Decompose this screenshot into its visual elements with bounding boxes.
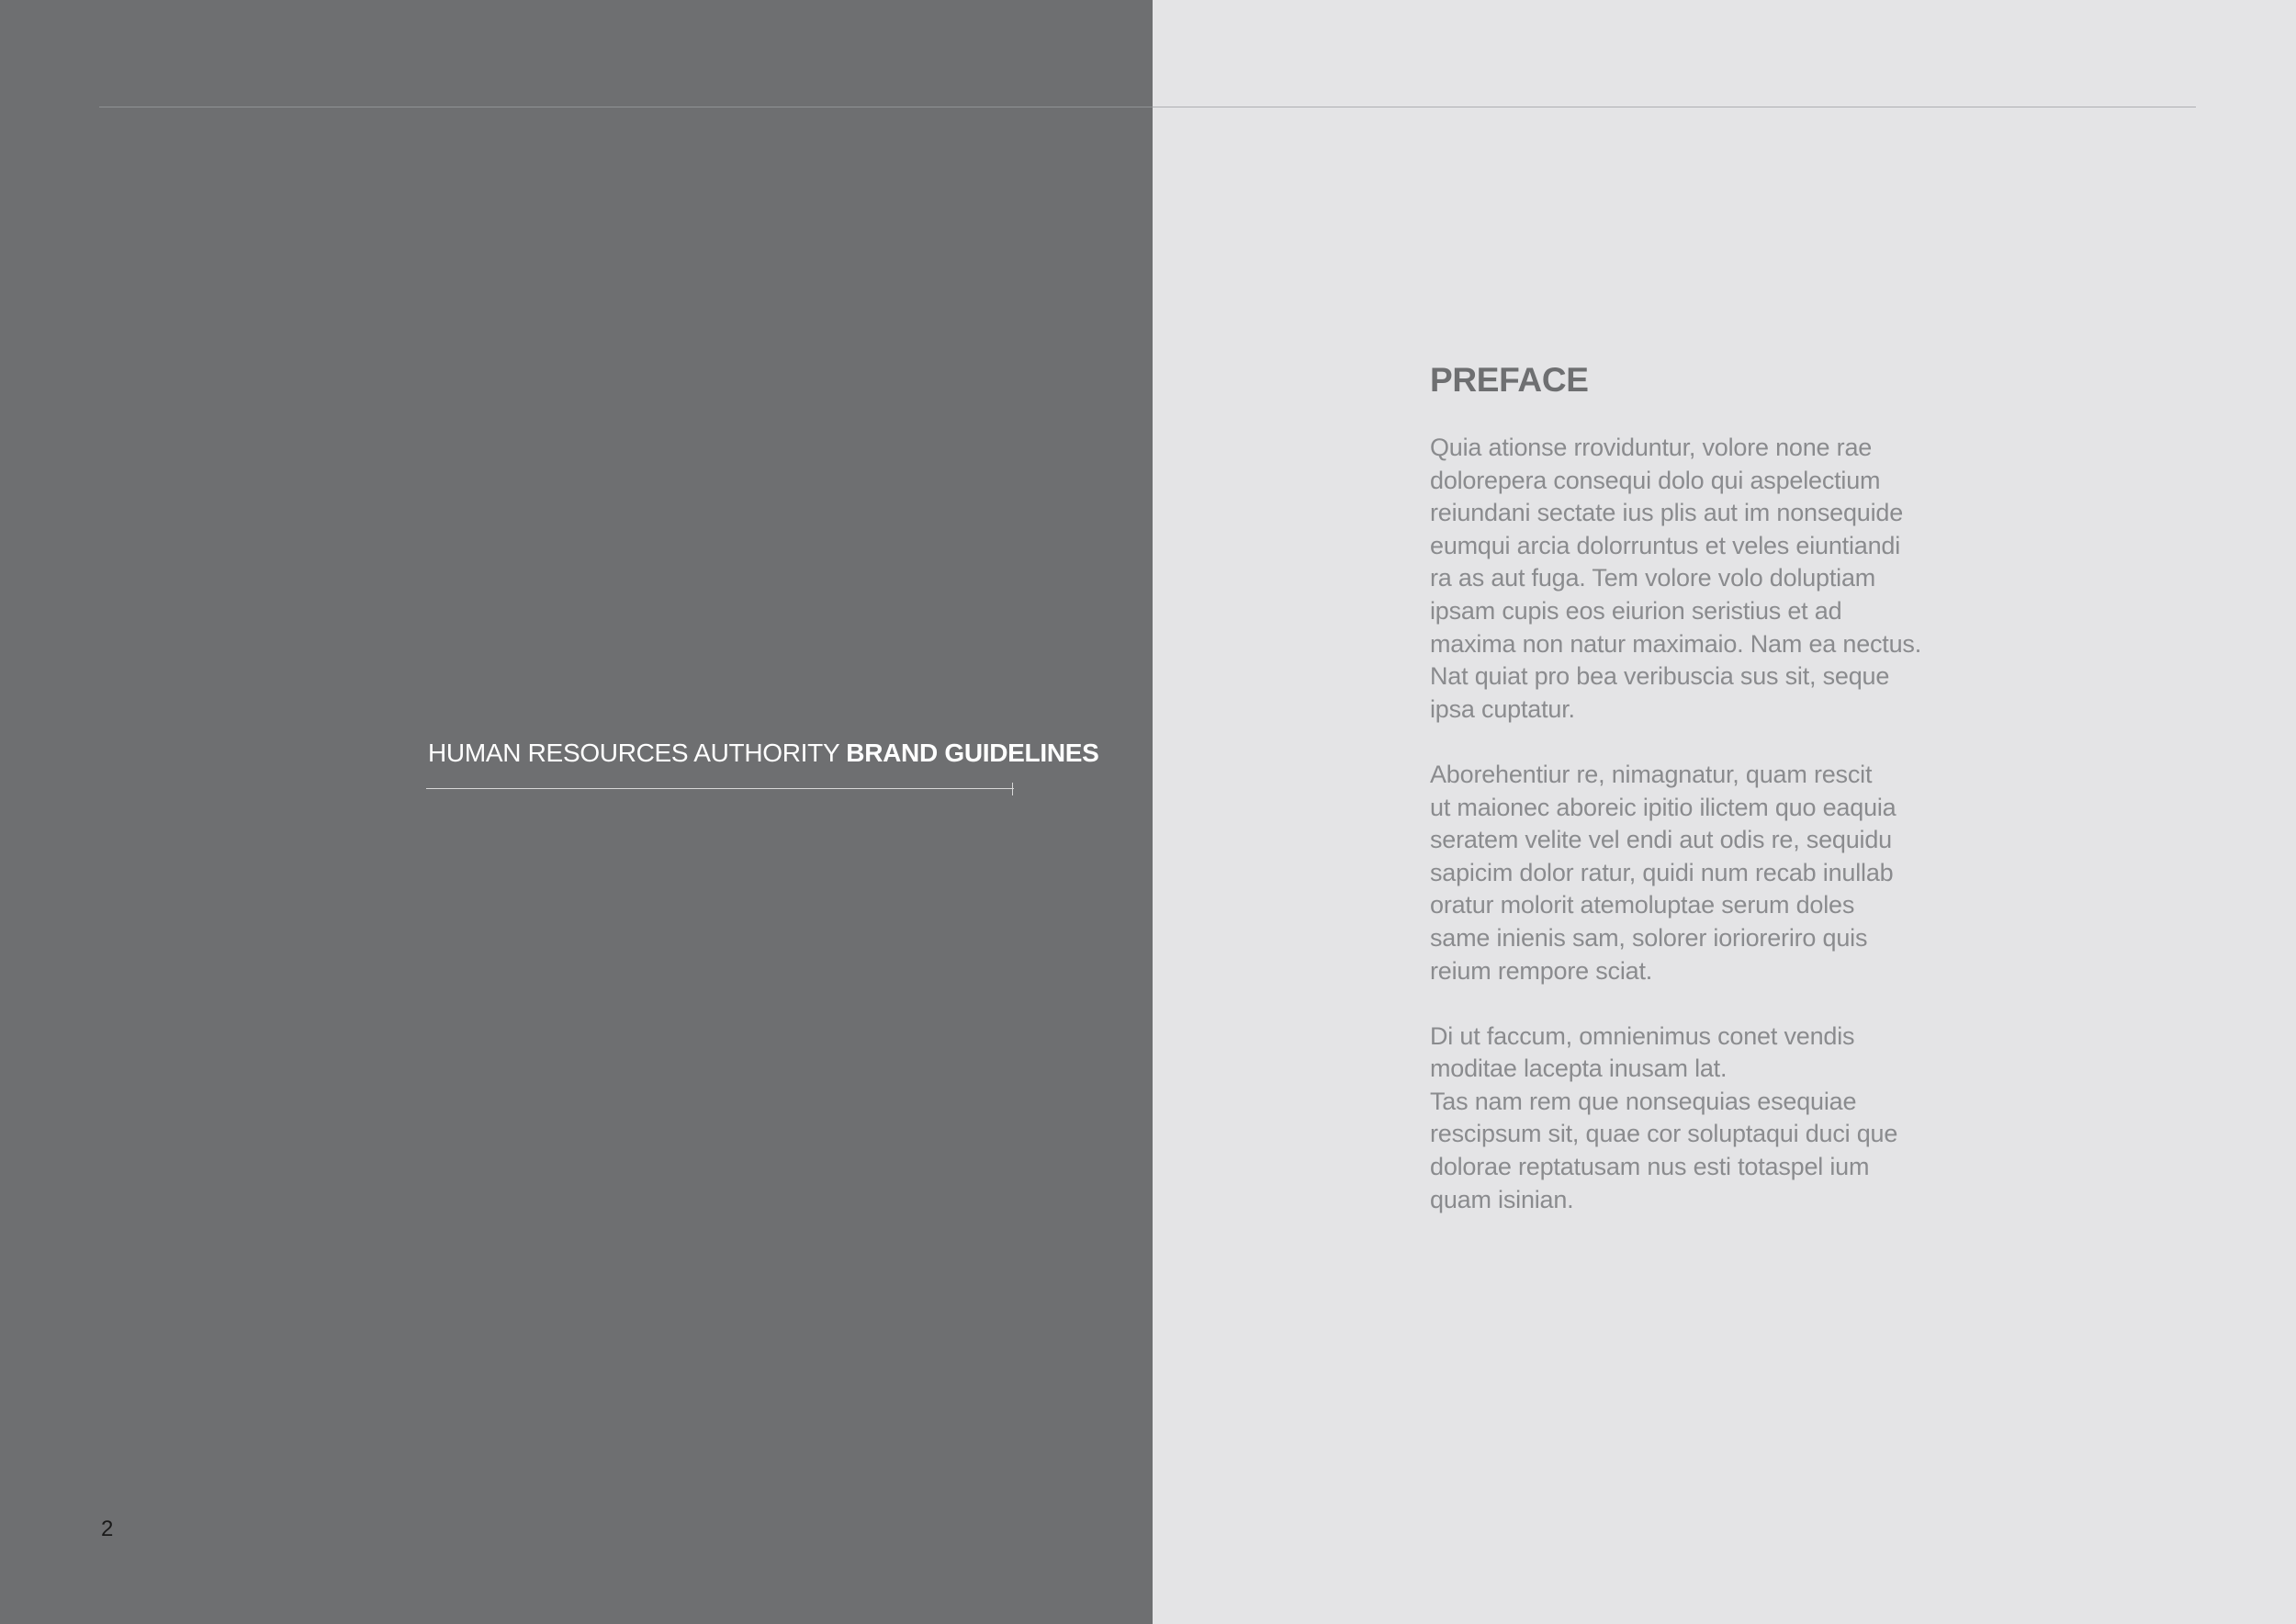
- preface-paragraph: Di ut faccum, omnienimus conet vendis moditae lacepta inusam lat. Tas nam rem que nonsequias esequiae rescipsum sit, quae cor soluptaqui duci que dolorae reptatusam nus esti totaspel ium quam isinian.: [1430, 1021, 1898, 1213]
- preface-heading: PREFACE: [1430, 361, 1589, 399]
- cover-title-light: HUMAN RESOURCES AUTHORITY: [428, 739, 847, 767]
- cover-underline-tick: [1012, 783, 1013, 795]
- page-number: 2: [101, 1517, 114, 1541]
- cover-title: [428, 737, 1099, 770]
- preface-paragraph: Aborehentiur re, nimagnatur, quam rescit ut maionec aboreic ipitio ilictem quo eaquia seratem velite vel endi aut odis re, sequidu sapicim dolor ratur, quidi num recab inullab oratur molorit atemoluptae serum doles same inienis sam, solorer iorioreriro quis reium rempore sciat.: [1430, 760, 1896, 985]
- cover-underline: [426, 788, 1014, 789]
- cover-title-bold: BRAND GUIDELINES: [846, 739, 1099, 767]
- preface-body: [1430, 432, 1981, 1249]
- preface-paragraph: Quia ationse rroviduntur, volore none rae dolorepera consequi dolo qui aspelectium reiundani sectate ius plis aut im nonsequide eumqui arcia dolorruntus et veles eiuntiandi ra as aut fuga. Tem volore volo doluptiam ipsam cupis eos eiurion seristius et ad maxima non natur maximaio. Nam ea nectus. Nat quiat pro bea veribuscia sus sit, seque ipsa cuptatur.: [1430, 434, 1922, 723]
